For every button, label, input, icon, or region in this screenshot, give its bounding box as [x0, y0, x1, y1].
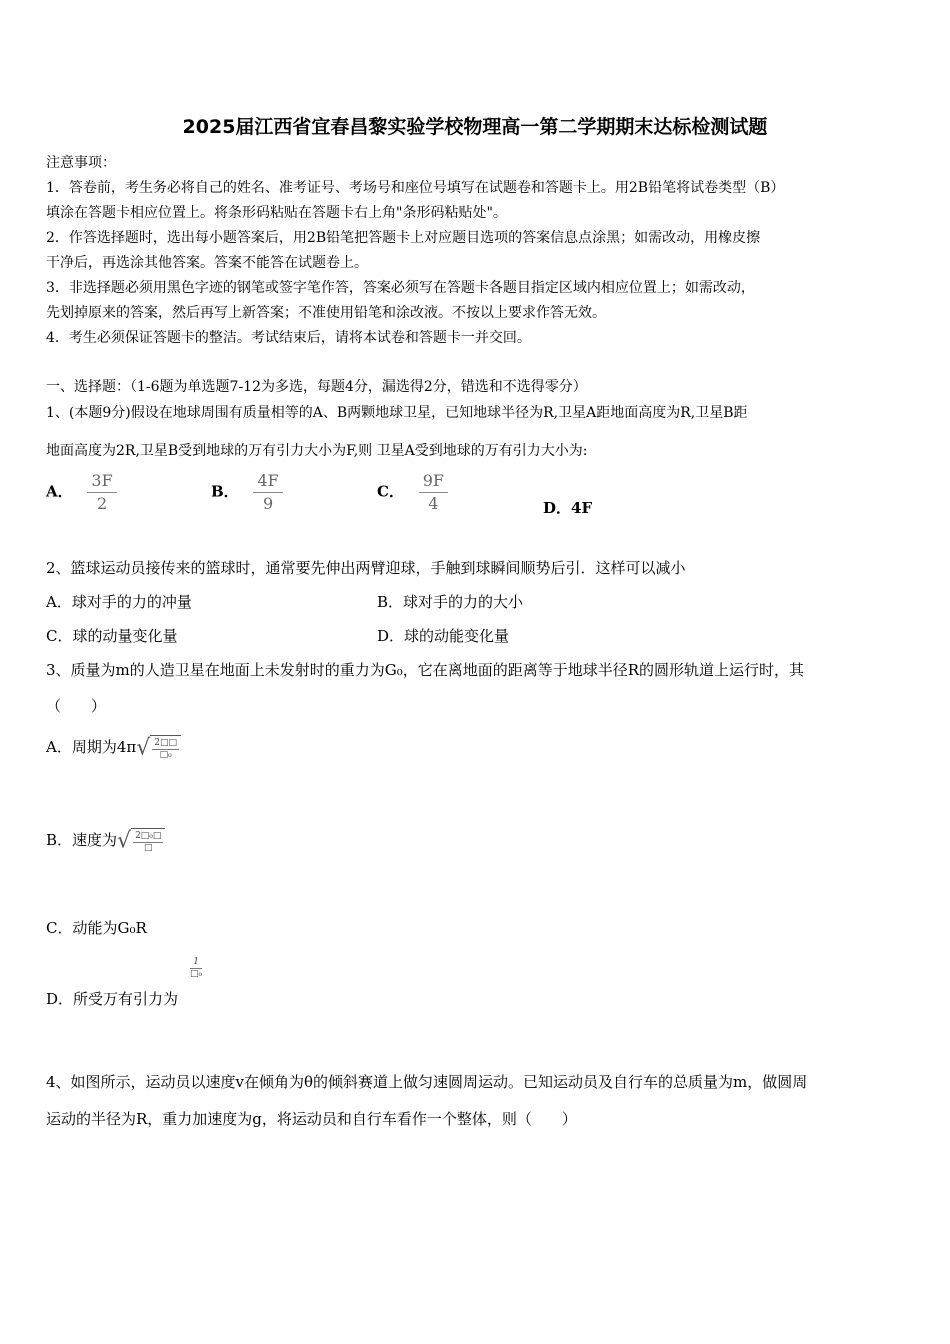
notice-heading: 注意事项： — [46, 155, 116, 171]
q3-option-a-radicand — [150, 735, 181, 761]
notice-line-2: 填涂在答题卡相应位置上。将条形码粘贴在答题卡右上角"条形码粘贴处"。 — [46, 205, 507, 221]
q1-line-2: 地面高度为2R,卫星B受到地球的万有引力大小为F,则 卫星A受到地球的万有引力大小为: — [46, 443, 588, 459]
q3-option-a-text: A．周期为4π — [46, 738, 137, 756]
q3-option-d-fraction — [190, 957, 202, 980]
q2-option-d[interactable]: D．球的动能变化量 — [377, 627, 510, 645]
q2-option-c[interactable]: C．球的动量变化量 — [46, 627, 178, 645]
q3-option-a-num: 2□□ — [154, 738, 178, 748]
sqrt-icon: √ — [117, 828, 132, 854]
q4-line-2: 运动的半径为R，重力加速度为g，将运动员和自行车看作一个整体，则（ ） — [46, 1110, 577, 1128]
q1-option-c[interactable] — [377, 470, 448, 515]
q3-option-a-fraction — [152, 738, 179, 761]
q1-option-a-num: 3F — [87, 470, 116, 493]
q1-option-b-label: B． — [211, 482, 239, 501]
q3-option-d[interactable] — [46, 988, 178, 1009]
q3-option-b[interactable] — [46, 828, 165, 854]
page-title: 2025届江西省宜春昌黎实验学校物理高一第二学期期末达标检测试题 — [182, 116, 768, 138]
q3-option-d-num: 1 — [193, 957, 199, 967]
q3-option-b-fraction — [133, 831, 163, 854]
q3-option-b-radicand — [131, 828, 165, 854]
q1-option-b-fraction — [253, 470, 282, 515]
q3-option-d-frac-inner — [190, 957, 202, 980]
q1-option-c-num: 9F — [419, 470, 448, 493]
notice-line-5: 3．非选择题必须用黑色字迹的钢笔或签字笔作答，答案必须写在答题卡各题目指定区域内相应位置上；如需改动， — [46, 280, 755, 296]
q1-line-1: 1、(本题9分)假设在地球周围有质量相等的A、B两颗地球卫星，已知地球半径为R,卫星A距地面高度为R,卫星B距 — [46, 405, 748, 421]
q3-option-b-text: B．速度为 — [46, 831, 118, 849]
q1-option-a-den: 2 — [96, 494, 108, 513]
q1-option-c-label: C． — [377, 482, 404, 501]
q2-option-b[interactable]: B．球对手的力的大小 — [377, 593, 524, 611]
q1-option-b-den: 9 — [263, 494, 274, 513]
q3-option-b-den: □ — [143, 843, 153, 853]
q1-option-b[interactable] — [211, 470, 283, 515]
q4-line-1: 4、如图所示，运动员以速度v在倾角为θ的倾斜赛道上做匀速圆周运动。已知运动员及自行车的总质量为m，做圆周 — [46, 1073, 808, 1091]
sqrt-icon: √ — [136, 735, 151, 761]
q3-option-d-den: □₀ — [190, 969, 203, 979]
q3-line-2: （ ） — [46, 697, 107, 715]
q1-option-b-num: 4F — [253, 470, 282, 493]
q3-option-c[interactable]: C．动能为G₀R — [46, 919, 147, 937]
q3-line-1: 3、质量为m的人造卫星在地面上未发射时的重力为G₀，它在离地面的距离等于地球半径R的圆形轨道上运行时，其 — [46, 661, 805, 679]
q1-option-a-fraction — [87, 470, 116, 515]
section-heading: 一、选择题：（1-6题为单选题7-12为多选，每题4分，漏选得2分，错选和不选得零分） — [46, 379, 587, 395]
q1-option-c-den: 4 — [428, 494, 439, 513]
q1-option-a-label: A． — [46, 482, 73, 501]
q2-stem: 2、篮球运动员接传来的篮球时，通常要先伸出两臂迎球，手触到球瞬间顺势后引．这样可以减小 — [46, 559, 686, 577]
q3-option-d-text: D．所受万有引力为 — [46, 990, 179, 1008]
q3-option-a-den: □₀ — [159, 750, 172, 760]
notice-line-7: 4．考生必须保证答题卡的整洁。考试结束后，请将本试卷和答题卡一并交回。 — [46, 330, 531, 346]
q2-option-a[interactable]: A．球对手的力的冲量 — [46, 593, 192, 611]
q1-option-c-fraction — [419, 470, 448, 515]
q3-option-a[interactable] — [46, 735, 181, 761]
notice-line-1: 1．答卷前，考生务必将自己的姓名、准考证号、考场号和座位号填写在试题卷和答题卡上。用2B铅笔将试卷类型（B） — [46, 180, 785, 196]
q1-option-d[interactable]: D．4F — [543, 499, 593, 517]
q1-option-a[interactable] — [46, 470, 117, 515]
q3-option-b-num: 2□₀□ — [135, 831, 162, 841]
notice-line-4: 干净后，再选涂其他答案。答案不能答在试题卷上。 — [46, 255, 368, 271]
notice-line-6: 先划掉原来的答案，然后再写上新答案；不准使用铅笔和涂改液。不按以上要求作答无效。 — [46, 305, 606, 321]
notice-line-3: 2．作答选择题时，选出每小题答案后，用2B铅笔把答题卡上对应题目选项的答案信息点涂黑；如需改动，用橡皮擦 — [46, 230, 761, 246]
